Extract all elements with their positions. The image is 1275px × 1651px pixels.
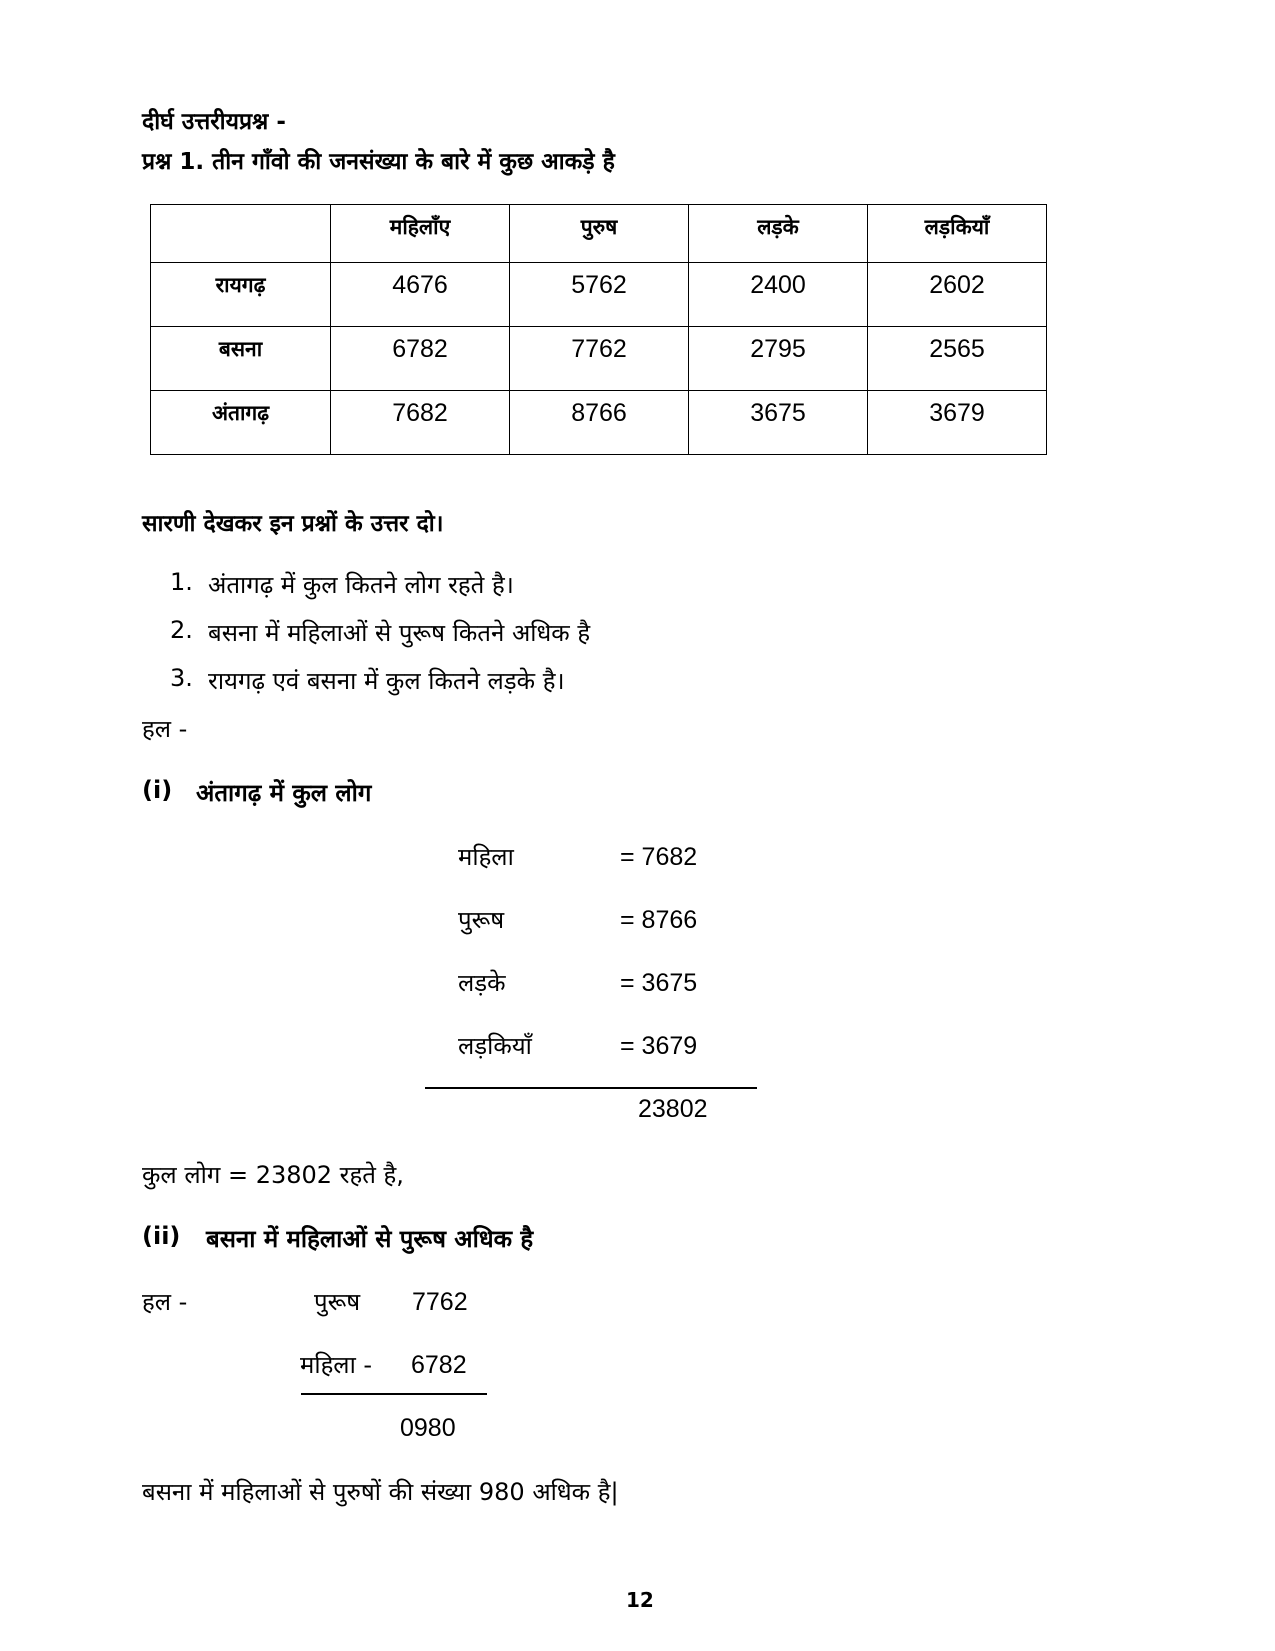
part1-line-value: = 8766	[620, 906, 698, 934]
solution-label: हल -	[142, 715, 188, 743]
table-header-cell: लड़कियाँ	[868, 205, 1047, 263]
table-row	[151, 391, 1047, 455]
sub-question-number: 2.	[170, 616, 193, 644]
table-cell: 2400	[689, 263, 868, 327]
part2-conclusion: बसना में महिलाओं से पुरुषों की संख्या 980 अधिक है|	[142, 1478, 619, 1506]
part1-title: अंतागढ़ में कुल लोग	[196, 779, 372, 807]
table-cell: 5762	[510, 263, 689, 327]
part1-line-label: लड़के	[458, 969, 506, 997]
table-header-cell: महिलाँए	[331, 205, 510, 263]
table-cell: 3679	[868, 391, 1047, 455]
difference-line	[301, 1393, 487, 1395]
table-cell: 2795	[689, 327, 868, 391]
table-cell: 8766	[510, 391, 689, 455]
part2-title: बसना में महिलाओं से पुरूष अधिक है	[206, 1225, 534, 1253]
part2-solution-label: हल -	[142, 1288, 188, 1316]
table-row	[151, 327, 1047, 391]
sub-question-text: रायगढ़ एवं बसना में कुल कितने लड़के है।	[208, 667, 565, 695]
table-row	[151, 263, 1047, 327]
part2-result: 0980	[400, 1414, 456, 1442]
section-heading: दीर्घ उत्तरीयप्रश्न -	[142, 109, 286, 135]
part1-total: 23802	[638, 1095, 708, 1123]
part2-line1-label: पुरूष	[314, 1288, 361, 1316]
table-cell: 7762	[510, 327, 689, 391]
table-header-cell	[151, 205, 331, 263]
table-cell: 2565	[868, 327, 1047, 391]
table-cell: 7682	[331, 391, 510, 455]
sub-question-number: 1.	[170, 568, 193, 596]
page-number: 12	[626, 1588, 654, 1612]
sub-question-text: बसना में महिलाओं से पुरूष कितने अधिक है	[208, 619, 591, 647]
part2-line2-value: 6782	[411, 1351, 467, 1379]
table-cell: 3675	[689, 391, 868, 455]
sub-question-text: अंतागढ़ में कुल कितने लोग रहते है।	[208, 571, 514, 599]
part2-line2-label: महिला -	[300, 1351, 373, 1379]
part1-line-label: पुरूष	[458, 906, 505, 934]
sum-line	[425, 1087, 757, 1089]
part1-marker: (i)	[142, 776, 173, 804]
table-cell: 4676	[331, 263, 510, 327]
part2-line1-value: 7762	[412, 1288, 468, 1316]
part1-line-value: = 3675	[620, 969, 698, 997]
table-cell: 6782	[331, 327, 510, 391]
table-cell: 2602	[868, 263, 1047, 327]
part1-line-value: = 3679	[620, 1032, 698, 1060]
part1-line-label: महिला	[458, 843, 514, 871]
population-table	[150, 204, 1047, 455]
table-header-row	[151, 205, 1047, 263]
part1-line-value: = 7682	[620, 843, 698, 871]
instruction: सारणी देखकर इन प्रश्नों के उत्तर दो।	[142, 511, 444, 537]
part2-marker: (ii)	[142, 1222, 181, 1250]
sub-question-number: 3.	[170, 664, 193, 692]
question-title: प्रश्न 1. तीन गाँवो की जनसंख्या के बारे में कुछ आकड़े है	[142, 149, 615, 175]
part1-line-label: लड़कियाँ	[458, 1032, 532, 1060]
part1-conclusion: कुल लोग = 23802 रहते है,	[142, 1161, 404, 1189]
table-header-cell: पुरुष	[510, 205, 689, 263]
village-name-cell: रायगढ़	[151, 263, 331, 327]
village-name-cell: बसना	[151, 327, 331, 391]
table-header-cell: लड़के	[689, 205, 868, 263]
village-name-cell: अंतागढ़	[151, 391, 331, 455]
